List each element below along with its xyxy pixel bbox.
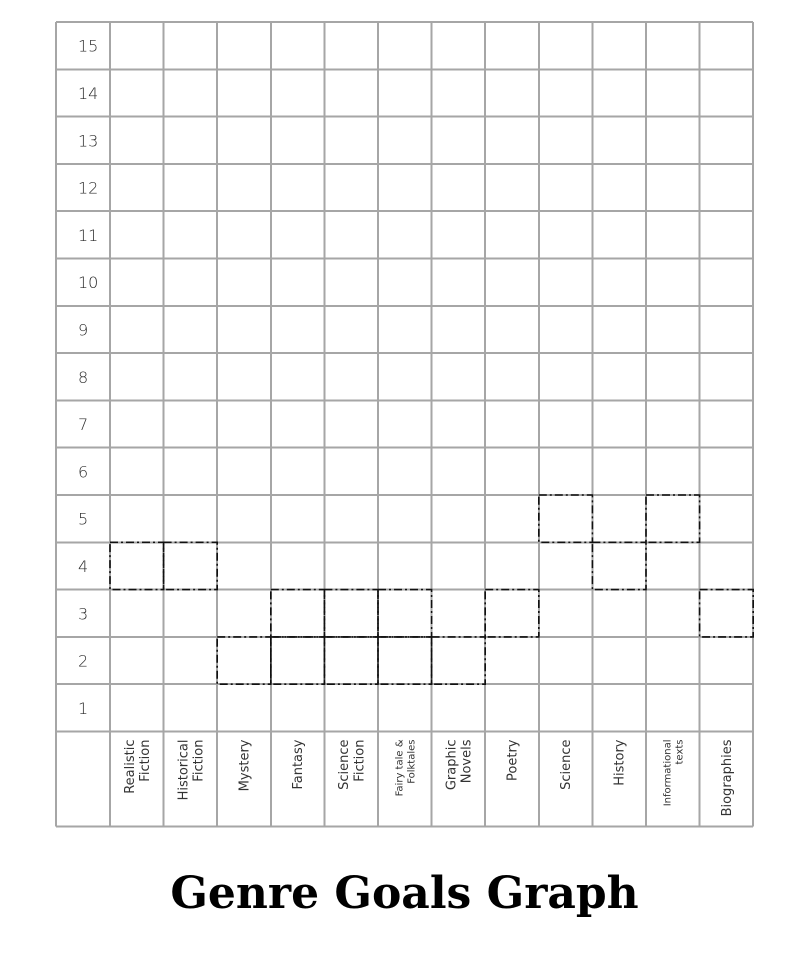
goal-mark: [217, 637, 271, 684]
category-label: GraphicNovels: [444, 739, 475, 791]
row-label: 14: [78, 83, 99, 103]
row-label: 5: [78, 509, 89, 529]
row-label: 11: [78, 225, 99, 245]
row-label: 2: [78, 651, 89, 671]
category-label: Mystery: [237, 739, 253, 792]
row-label: 1: [78, 698, 89, 718]
goal-mark: [378, 637, 432, 684]
goal-mark: [324, 590, 378, 637]
category-label: History: [612, 739, 628, 786]
goal-mark: [700, 590, 754, 637]
goal-mark: [271, 637, 325, 684]
grid-lines: [56, 22, 753, 827]
row-label: 3: [78, 604, 89, 624]
goal-mark: [539, 495, 593, 542]
goal-mark: [432, 637, 486, 684]
category-label: RealisticFiction: [122, 739, 153, 794]
category-label: Biographies: [719, 739, 735, 817]
category-label: HistoricalFiction: [176, 739, 207, 801]
row-label: 4: [78, 556, 89, 576]
row-label: 13: [78, 131, 99, 151]
category-label: Fantasy: [291, 739, 307, 790]
category-label: Poetry: [505, 739, 521, 781]
goal-mark: [324, 637, 378, 684]
goal-mark: [378, 590, 432, 637]
category-label: Informationaltexts: [662, 739, 686, 807]
category-labels: [123, 739, 735, 816]
goal-mark: [485, 590, 539, 637]
goal-mark: [110, 542, 164, 589]
goal-mark: [164, 542, 218, 589]
row-label: 10: [78, 273, 99, 293]
row-label: 9: [78, 320, 89, 340]
category-label: Science: [559, 739, 575, 790]
row-label: 12: [78, 178, 99, 198]
row-label: 8: [78, 367, 89, 387]
goal-mark: [271, 590, 325, 637]
category-label: ScienceFiction: [337, 739, 368, 790]
graph-title: Genre Goals Graph: [170, 868, 639, 919]
goal-mark: [592, 542, 646, 589]
row-label: 15: [78, 36, 99, 56]
row-labels: [78, 37, 98, 718]
row-label: 6: [78, 462, 89, 482]
category-label: Fairy tale &Folktales: [394, 739, 418, 797]
row-label: 7: [78, 415, 89, 435]
goal-mark: [646, 495, 700, 542]
